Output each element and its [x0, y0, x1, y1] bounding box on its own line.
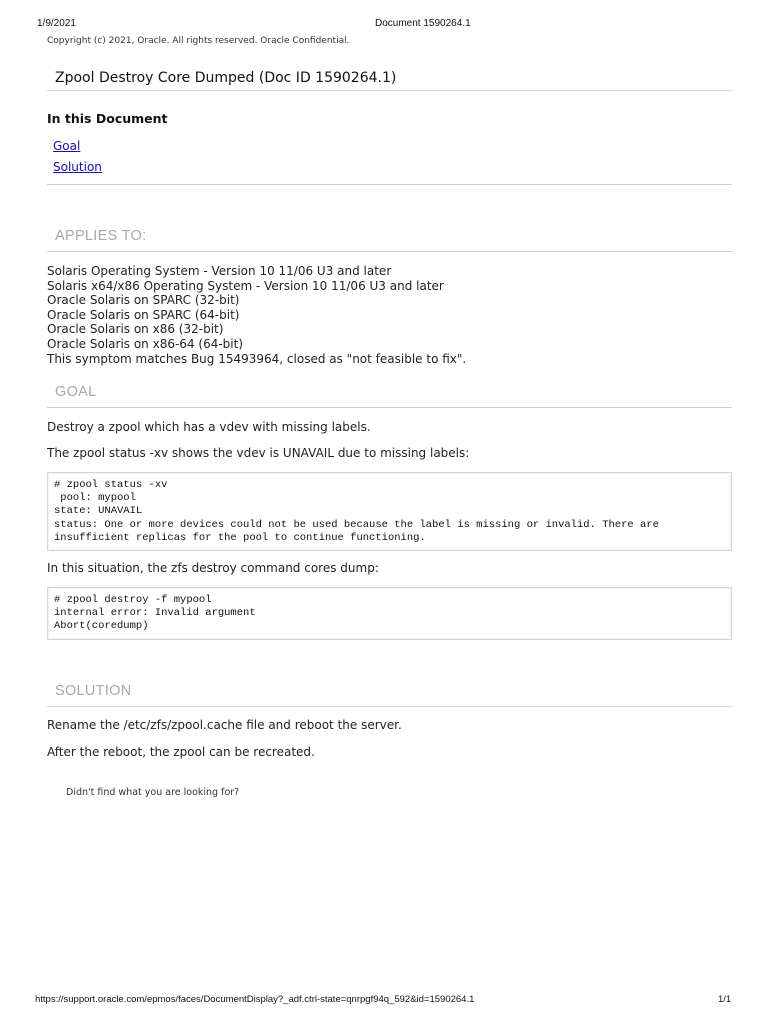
print-header-doc-label: Document 1590264.1 — [375, 18, 471, 29]
applies-to-list — [47, 264, 466, 366]
print-header-date: 1/9/2021 — [37, 18, 76, 29]
toc-divider — [47, 184, 732, 185]
code-line: state: UNAVAIL — [54, 505, 143, 518]
solution-paragraph: Rename the /etc/zfs/zpool.cache file and reboot the server. — [47, 718, 402, 732]
goal-divider — [47, 407, 732, 408]
applies-to-line: Oracle Solaris on SPARC (64-bit) — [47, 307, 240, 322]
applies-to-line: Oracle Solaris on x86 (32-bit) — [47, 322, 224, 337]
code-line: Abort(coredump) — [54, 620, 149, 633]
applies-to-line: Oracle Solaris on x86-64 (64-bit) — [47, 336, 244, 351]
code-line: # zpool status -xv — [54, 479, 168, 491]
print-footer-page: 1/1 — [718, 994, 732, 1005]
toc-link-goal[interactable]: Goal — [53, 139, 81, 153]
toc-heading: In this Document — [47, 111, 168, 126]
code-line: internal error: Invalid argument — [54, 607, 256, 620]
toc-link-solution[interactable]: Solution — [53, 160, 102, 174]
feedback-prompt: Didn't find what you are looking for? — [66, 787, 240, 798]
code-line: # zpool destroy -f mypool — [54, 594, 212, 606]
code-block-destroy — [47, 587, 732, 640]
goal-paragraph: Destroy a zpool which has a vdev with missing labels. — [47, 420, 371, 434]
solution-heading: SOLUTION — [55, 683, 132, 699]
applies-to-divider — [47, 251, 732, 252]
goal-paragraph: The zpool status -xv shows the vdev is UNAVAIL due to missing labels: — [47, 446, 470, 460]
code-line: insufficient replicas for the pool to continue functioning. — [54, 531, 426, 544]
applies-to-line: This symptom matches Bug 15493964, closed as "not feasible to fix". — [47, 351, 467, 366]
goal-paragraph: In this situation, the zfs destroy command cores dump: — [47, 561, 379, 575]
applies-to-line: Solaris x64/x86 Operating System - Version 10 11/06 U3 and later — [47, 278, 444, 293]
solution-paragraph: After the reboot, the zpool can be recreated. — [47, 745, 315, 759]
print-footer-url: https://support.oracle.com/epmos/faces/DocumentDisplay?_adf.ctrl-state=qnrpgf94q_592&id=1590264.1 — [35, 994, 475, 1005]
solution-divider — [47, 706, 732, 707]
title-divider — [47, 90, 732, 91]
applies-to-line: Solaris Operating System - Version 10 11/06 U3 and later — [47, 264, 392, 278]
copyright-notice: Copyright (c) 2021, Oracle. All rights reserved. Oracle Confidential. — [47, 36, 350, 46]
applies-to-line: Oracle Solaris on SPARC (32-bit) — [47, 293, 240, 308]
page-title: Zpool Destroy Core Dumped (Doc ID 1590264.1) — [55, 70, 397, 86]
code-line: pool: mypool — [54, 492, 136, 505]
applies-to-heading: APPLIES TO: — [55, 228, 147, 244]
code-line: status: One or more devices could not be used because the label is missing or invalid. There are — [54, 518, 659, 531]
code-block-status — [47, 472, 732, 551]
goal-heading: GOAL — [55, 384, 97, 400]
